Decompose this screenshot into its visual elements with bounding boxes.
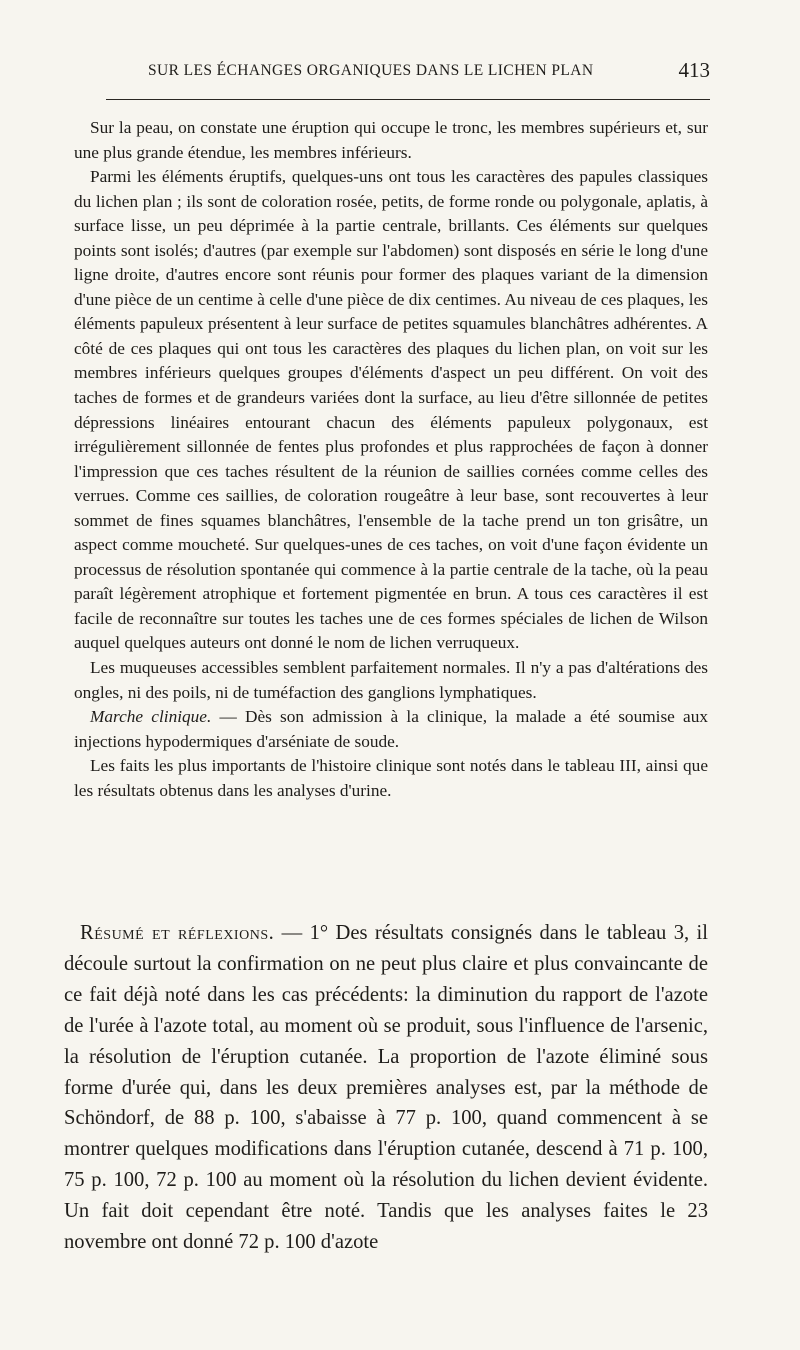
paragraph-eruptive-elements: Parmi les éléments éruptifs, quelques-uns ont tous les caractères des papules classiques du lichen plan ; ils sont de coloration rosée, petits, de forme ronde ou polygonale, aplatis, à surface lisse, un peu déprimée à la partie centrale, brillants. Ces éléments sur quelques points sont isolés; d'autres (par exemple sur l'abdomen) sont disposés en série le long d'une ligne droite, d'autres encore sont réunis pour former des plaques variant de la dimension d'une pièce de un centime à celle d'une pièce de dix centimes. Au niveau de ces plaques, les éléments papuleux présentent à leur surface de petites squamules blanchâtres adhérentes. A côté de ces plaques qui ont tous les caractères des plaques du lichen plan, on voit sur les membres inférieurs quelques groupes d'éléments d'aspect un peu différent. On voit des taches de formes et de grandeurs variées dont la surface, au lieu d'être sillonnée de petites dépressions linéaires entourant chacun des éléments papuleux polygonaux, est irrégulièrement sillonnée de fentes plus profondes et plus rapprochées de façon à donner l'impression que ces taches résultent de la réunion de saillies cornées comme celles des verrues. Comme ces saillies, de coloration rougeâtre à leur base, sont recouvertes à leur sommet de fines squames blanchâtres, l'ensemble de la tache prend un ton grisâtre, un aspect comme moucheté. Sur quelques-unes de ces taches, on voit d'une façon évidente un processus de résolution spontanée qui commence à la partie centrale de la tache, où la peau paraît légèrement atrophique et fortement pigmentée en brun. A tous ces caractères il est facile de reconnaître sur toutes les taches une de ces formes spéciales de lichen de Wilson auquel quelques auteurs ont donné le nom de lichen verruqueux. bbox=[74, 167, 708, 653]
clinical-course-heading: Marche clinique. bbox=[90, 707, 212, 727]
clinical-description bbox=[74, 116, 708, 803]
paragraph-table-reference: Les faits les plus importants de l'histoire clinique sont notés dans le tableau III, ainsi que les résultats obtenus dans les analyses d'urine. bbox=[74, 756, 708, 800]
page-header bbox=[148, 58, 710, 88]
summary-heading: Résumé et réflexions. bbox=[80, 922, 275, 944]
summary-text: — 1° Des résultats consignés dans le tableau 3, il découle surtout la confirmation on ne peut plus claire et plus convaincante de ce fait déjà noté dans les cas précédents: la diminution du rapport de l'azote de l'urée à l'azote total, au moment où se produit, sous l'influence de l'arsenic, la résolution de l'éruption cutanée. La proportion de l'azote éliminé sous forme d'urée qui, dans les deux premières analyses est, par la méthode de Schöndorf, de 88 p. 100, s'abaisse à 77 p. 100, quand commencent à se montrer quelques modifications dans l'éruption cutanée, descend à 71 p. 100, 75 p. 100, 72 p. 100 au moment où la résolution du lichen devient évidente. Un fait doit cependant être noté. Tandis que les analyses faites le 23 novembre ont donné 72 p. 100 d'azote bbox=[64, 922, 708, 1254]
paragraph-mucosa: Les muqueuses accessibles semblent parfaitement normales. Il n'y a pas d'altérations des ongles, ni des poils, ni de tuméfaction des ganglions lymphatiques. bbox=[74, 658, 708, 702]
paragraph-skin: Sur la peau, on constate une éruption qui occupe le tronc, les membres supérieurs et, sur une plus grande étendue, les membres inférieurs. bbox=[74, 118, 708, 162]
paragraph-summary bbox=[64, 918, 708, 1258]
running-title: SUR LES ÉCHANGES ORGANIQUES DANS LE LICHEN PLAN bbox=[148, 62, 594, 79]
clinical-course-text: — Dès son admission à la clinique, la malade a été soumise aux injections hypodermiques d'arséniate de soude. bbox=[74, 707, 708, 751]
page-number: 413 bbox=[678, 58, 710, 82]
header-rule bbox=[106, 99, 710, 100]
summary-section bbox=[64, 918, 708, 1258]
paragraph-clinical-course bbox=[74, 705, 708, 754]
